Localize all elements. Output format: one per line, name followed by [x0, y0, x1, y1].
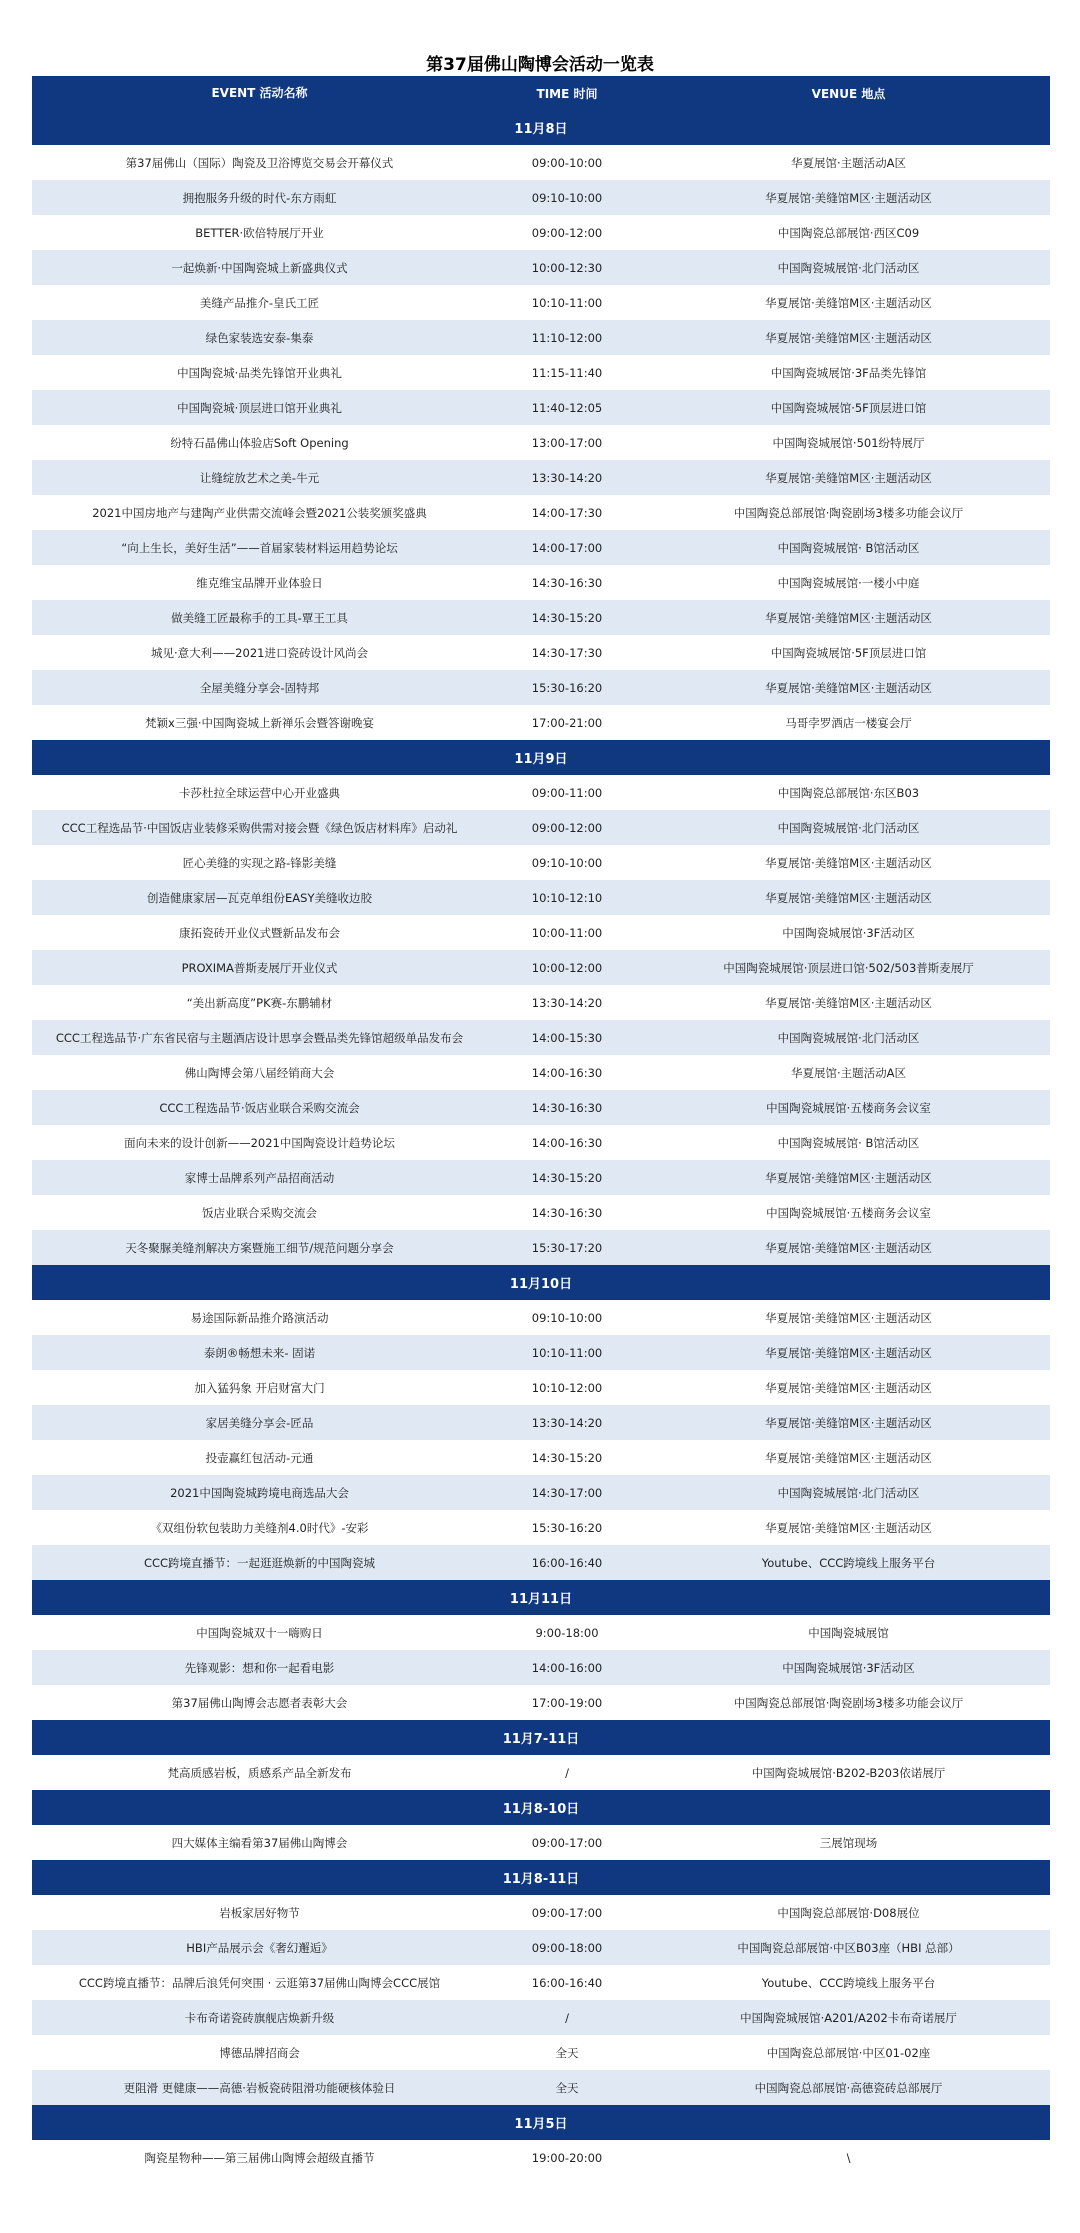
- time-cell: 14:00-16:30: [531, 1135, 603, 1150]
- venue-cell: 华夏展馆·美缝馆M区·主题活动区: [765, 1310, 932, 1325]
- venue-cell: 华夏展馆·美缝馆M区·主题活动区: [765, 995, 932, 1010]
- time-cell: 09:00-18:00: [531, 1940, 603, 1955]
- event-cell: 《双组份软包装助力美缝剂4.0时代》-安彩: [150, 1520, 369, 1535]
- event-cell: 维克维宝品牌开业体验日: [196, 575, 323, 590]
- time-cell: 11:40-12:05: [531, 400, 603, 415]
- event-cell: CCC工程选品节·中国饭店业装修采购供需对接会暨《绿色饭店材料库》启动礼: [61, 820, 458, 835]
- event-cell: 更阻滑 更健康——高德·岩板瓷砖阻滑功能硬核体验日: [123, 2080, 396, 2095]
- table-row: [32, 1125, 1050, 1160]
- table-row: [32, 1895, 1050, 1930]
- venue-cell: 中国陶瓷城展馆·5F顶层进口馆: [770, 400, 927, 415]
- table-row: [32, 915, 1050, 950]
- event-cell: CCC跨境直播节：一起逛逛焕新的中国陶瓷城: [143, 1555, 376, 1570]
- time-cell: 全天: [555, 2080, 579, 2095]
- venue-cell: 中国陶瓷城展馆·5F顶层进口馆: [770, 645, 927, 660]
- venue-cell: 华夏展馆·美缝馆M区·主题活动区: [765, 1415, 932, 1430]
- table-row: [32, 1405, 1050, 1440]
- table-row: [32, 1510, 1050, 1545]
- table-row: [32, 320, 1050, 355]
- event-cell: 四大媒体主编看第37届佛山陶博会: [171, 1835, 348, 1850]
- time-cell: 09:00-17:00: [531, 1905, 603, 1920]
- event-cell: 中国陶瓷城·顶层进口馆开业典礼: [177, 400, 342, 415]
- venue-cell: 华夏展馆·美缝馆M区·主题活动区: [765, 1170, 932, 1185]
- event-cell: 中国陶瓷城双十一嗨购日: [196, 1625, 323, 1640]
- header-venue: VENUE 地点: [811, 86, 886, 101]
- time-cell: 09:00-10:00: [531, 155, 603, 170]
- event-cell: HBI产品展示会《奢幻邂逅》: [186, 1940, 333, 1955]
- venue-cell: Youtube、CCC跨境线上服务平台: [761, 1975, 936, 1990]
- table-row: [32, 775, 1050, 810]
- time-cell: 17:00-21:00: [531, 715, 603, 730]
- event-cell: 做美缝工匠最称手的工具-覃王工具: [171, 610, 348, 625]
- table-row: [32, 670, 1050, 705]
- table-row: [32, 1300, 1050, 1335]
- event-cell: PROXIMA普斯麦展厅开业仪式: [181, 960, 338, 975]
- table-row: [32, 495, 1050, 530]
- table-row: [32, 1440, 1050, 1475]
- time-cell: 11:10-12:00: [531, 330, 603, 345]
- table-row: [32, 1755, 1050, 1790]
- venue-cell: 中国陶瓷城展馆·3F品类先锋馆: [770, 365, 927, 380]
- venue-cell: 华夏展馆·美缝馆M区·主题活动区: [765, 680, 932, 695]
- section-date: 11月10日: [32, 1265, 1050, 1300]
- event-cell: “美出新高度”PK赛-东鹏辅材: [186, 995, 333, 1010]
- venue-cell: 中国陶瓷城展馆·北门活动区: [777, 820, 920, 835]
- table-row: [32, 1020, 1050, 1055]
- header-time: TIME 时间: [536, 86, 598, 101]
- event-cell: 家博士品牌系列产品招商活动: [184, 1170, 335, 1185]
- table-row: [32, 390, 1050, 425]
- table-row: [32, 880, 1050, 915]
- time-cell: 15:30-16:20: [531, 680, 603, 695]
- table-row: [32, 705, 1050, 740]
- venue-cell: 中国陶瓷总部展馆·陶瓷剧场3楼多功能会议厅: [733, 1695, 964, 1710]
- venue-cell: 马哥孛罗酒店一楼宴会厅: [785, 715, 912, 730]
- event-cell: CCC跨境直播节：品牌后浪凭何突围 · 云逛第37届佛山陶博会CCC展馆: [78, 1975, 441, 1990]
- table-row: [32, 565, 1050, 600]
- time-cell: 10:00-12:00: [531, 960, 603, 975]
- time-cell: 16:00-16:40: [531, 1555, 603, 1570]
- venue-cell: 华夏展馆·美缝馆M区·主题活动区: [765, 330, 932, 345]
- section-date: 11月11日: [32, 1580, 1050, 1615]
- time-cell: 13:00-17:00: [531, 435, 603, 450]
- time-cell: 10:10-12:10: [531, 890, 603, 905]
- time-cell: 14:00-15:30: [531, 1030, 603, 1045]
- time-cell: 10:00-11:00: [531, 925, 603, 940]
- event-cell: 2021中国陶瓷城跨境电商选品大会: [170, 1485, 349, 1500]
- venue-cell: 中国陶瓷城展馆: [808, 1625, 889, 1640]
- section-date: 11月5日: [32, 2105, 1050, 2140]
- event-cell: 中国陶瓷城·品类先锋馆开业典礼: [177, 365, 342, 380]
- table-row: [32, 425, 1050, 460]
- table-row: [32, 530, 1050, 565]
- time-cell: 14:30-17:30: [531, 645, 603, 660]
- event-cell: 康拓瓷砖开业仪式暨新品发布会: [179, 925, 340, 940]
- venue-cell: 中国陶瓷城展馆·B202-B203依诺展厅: [751, 1765, 946, 1780]
- table-row: [32, 1230, 1050, 1265]
- venue-cell: 中国陶瓷城展馆·501纷特展厅: [772, 435, 925, 450]
- event-cell: 全屋美缝分享会-固特邦: [199, 680, 320, 695]
- time-cell: /: [565, 2010, 569, 2025]
- venue-cell: Youtube、CCC跨境线上服务平台: [761, 1555, 936, 1570]
- event-cell: 先锋观影：想和你一起看电影: [184, 1660, 335, 1675]
- time-cell: 13:30-14:20: [531, 995, 603, 1010]
- time-cell: 11:15-11:40: [531, 365, 603, 380]
- table-row: [32, 355, 1050, 390]
- event-cell: 让缝绽放艺术之美-牛元: [199, 470, 320, 485]
- table-row: [32, 600, 1050, 635]
- events-table: [32, 76, 1050, 2175]
- venue-cell: 中国陶瓷总部展馆·东区B03: [777, 785, 920, 800]
- venue-cell: 中国陶瓷城展馆·一楼小中庭: [777, 575, 920, 590]
- event-cell: CCC工程选品节·饭店业联合采购交流会: [159, 1100, 360, 1115]
- time-cell: 09:00-17:00: [531, 1835, 603, 1850]
- event-cell: 天冬聚脲美缝剂解决方案暨施工细节/规范问题分享会: [125, 1240, 394, 1255]
- event-cell: 家居美缝分享会-匠品: [205, 1415, 314, 1430]
- event-cell: 第37届佛山（国际）陶瓷及卫浴博览交易会开幕仪式: [125, 155, 394, 170]
- time-cell: 14:30-16:30: [531, 1205, 603, 1220]
- section-date: 11月8-11日: [32, 1860, 1050, 1895]
- time-cell: 15:30-16:20: [531, 1520, 603, 1535]
- venue-cell: 中国陶瓷总部展馆·西区C09: [777, 225, 920, 240]
- header-event: EVENT 活动名称: [211, 86, 308, 100]
- venue-cell: 中国陶瓷城展馆·北门活动区: [777, 1485, 920, 1500]
- table-row: [32, 1160, 1050, 1195]
- venue-cell: 华夏展馆·美缝馆M区·主题活动区: [765, 1345, 932, 1360]
- event-cell: 泰朗®畅想未来- 固诺: [203, 1345, 316, 1360]
- time-cell: /: [565, 1765, 569, 1780]
- event-cell: 绿色家装选安泰-集泰: [205, 330, 314, 345]
- event-cell: 美缝产品推介-皇氏工匠: [199, 295, 320, 310]
- table-row: [32, 1335, 1050, 1370]
- event-cell: 城见·意大利——2021进口瓷砖设计风尚会: [151, 645, 368, 660]
- event-cell: 加入猛犸象 开启财富大门: [194, 1380, 325, 1395]
- time-cell: 9:00-18:00: [535, 1625, 599, 1640]
- event-cell: 第37届佛山陶博会志愿者表彰大会: [171, 1695, 348, 1710]
- table-row: [32, 1930, 1050, 1965]
- time-cell: 17:00-19:00: [531, 1695, 603, 1710]
- table-row: [32, 1475, 1050, 1510]
- venue-cell: 华夏展馆·美缝馆M区·主题活动区: [765, 890, 932, 905]
- table-row: [32, 180, 1050, 215]
- table-row: [32, 2140, 1050, 2175]
- table-row: [32, 845, 1050, 880]
- venue-cell: 中国陶瓷城展馆· B馆活动区: [777, 1135, 920, 1150]
- venue-cell: 华夏展馆·美缝馆M区·主题活动区: [765, 855, 932, 870]
- table-row: [32, 1685, 1050, 1720]
- event-cell: 卡布奇诺瓷砖旗舰店焕新升级: [184, 2010, 335, 2025]
- venue-cell: 华夏展馆·美缝馆M区·主题活动区: [765, 295, 932, 310]
- event-cell: 易途国际新品推介路演活动: [190, 1310, 329, 1325]
- time-cell: 10:10-12:00: [531, 1380, 603, 1395]
- venue-cell: 中国陶瓷总部展馆·陶瓷剧场3楼多功能会议厅: [733, 505, 964, 520]
- event-cell: 岩板家居好物节: [219, 1905, 300, 1920]
- venue-cell: 华夏展馆·主题活动A区: [790, 1065, 907, 1080]
- event-cell: 匠心美缝的实现之路-锋影美缝: [182, 855, 337, 870]
- section-date: 11月7-11日: [32, 1720, 1050, 1755]
- time-cell: 13:30-14:20: [531, 470, 603, 485]
- time-cell: 09:00-12:00: [531, 225, 603, 240]
- table-row: [32, 285, 1050, 320]
- table-row: [32, 985, 1050, 1020]
- time-cell: 14:00-16:00: [531, 1660, 603, 1675]
- time-cell: 09:10-10:00: [531, 190, 603, 205]
- table-row: [32, 2035, 1050, 2070]
- venue-cell: 中国陶瓷城展馆·北门活动区: [777, 260, 920, 275]
- table-row: [32, 460, 1050, 495]
- venue-cell: 华夏展馆·美缝馆M区·主题活动区: [765, 610, 932, 625]
- time-cell: 14:30-16:30: [531, 575, 603, 590]
- event-cell: 饭店业联合采购交流会: [202, 1205, 317, 1220]
- event-cell: 博德品牌招商会: [219, 2045, 300, 2060]
- time-cell: 10:00-12:30: [531, 260, 603, 275]
- venue-cell: 华夏展馆·美缝馆M区·主题活动区: [765, 1240, 932, 1255]
- table-row: [32, 1650, 1050, 1685]
- table-row: [32, 2070, 1050, 2105]
- event-cell: 卡莎杜拉全球运营中心开业盛典: [179, 785, 340, 800]
- time-cell: 19:00-20:00: [531, 2150, 603, 2165]
- table-row: [32, 250, 1050, 285]
- time-cell: 14:30-15:20: [531, 1170, 603, 1185]
- section-date: 11月8-10日: [32, 1790, 1050, 1825]
- venue-cell: 三展馆现场: [819, 1835, 878, 1850]
- event-cell: 佛山陶博会第八届经销商大会: [184, 1065, 335, 1080]
- venue-cell: 华夏展馆·美缝馆M区·主题活动区: [765, 1450, 932, 1465]
- venue-cell: \: [846, 2150, 851, 2165]
- event-cell: 2021中国房地产与建陶产业供需交流峰会暨2021公装奖颁奖盛典: [92, 505, 427, 520]
- section-date: 11月9日: [32, 740, 1050, 775]
- table-row: [32, 1195, 1050, 1230]
- page-title: 第37届佛山陶博会活动一览表: [426, 55, 654, 75]
- time-cell: 13:30-14:20: [531, 1415, 603, 1430]
- table-header: [32, 76, 1050, 110]
- table-row: [32, 1545, 1050, 1580]
- time-cell: 14:30-16:30: [531, 1100, 603, 1115]
- table-row: [32, 1965, 1050, 2000]
- venue-cell: 中国陶瓷总部展馆·中区B03座（HBI 总部）: [737, 1940, 960, 1955]
- table-row: [32, 635, 1050, 670]
- time-cell: 09:00-11:00: [531, 785, 603, 800]
- event-cell: 投壶赢红包活动-元通: [205, 1450, 314, 1465]
- venue-cell: 中国陶瓷城展馆· B馆活动区: [777, 540, 920, 555]
- table-row: [32, 2000, 1050, 2035]
- time-cell: 10:10-11:00: [531, 1345, 603, 1360]
- venue-cell: 中国陶瓷城展馆·北门活动区: [777, 1030, 920, 1045]
- table-row: [32, 1615, 1050, 1650]
- venue-cell: 中国陶瓷城展馆·A201/A202卡布奇诺展厅: [740, 2010, 957, 2025]
- time-cell: 14:00-16:30: [531, 1065, 603, 1080]
- table-row: [32, 1090, 1050, 1125]
- table-row: [32, 1055, 1050, 1090]
- time-cell: 14:00-17:30: [531, 505, 603, 520]
- event-cell: CCC工程选品节·广东省民宿与主题酒店设计思享会暨品类先锋馆超级单品发布会: [55, 1030, 464, 1045]
- section-date: 11月8日: [32, 110, 1050, 145]
- venue-cell: 中国陶瓷城展馆·五楼商务会议室: [766, 1205, 931, 1220]
- venue-cell: 中国陶瓷总部展馆·高德瓷砖总部展厅: [754, 2080, 943, 2095]
- venue-cell: 中国陶瓷城展馆·顶层进口馆·502/503普斯麦展厅: [723, 960, 974, 975]
- time-cell: 09:10-10:00: [531, 1310, 603, 1325]
- venue-cell: 中国陶瓷总部展馆·D08展位: [777, 1905, 920, 1920]
- event-cell: “向上生长，美好生活”——首届家装材料运用趋势论坛: [121, 540, 398, 555]
- time-cell: 全天: [555, 2045, 579, 2060]
- event-cell: 梵颖x三强·中国陶瓷城上新禅乐会暨答谢晚宴: [145, 715, 374, 730]
- venue-cell: 华夏展馆·主题活动A区: [790, 155, 907, 170]
- event-cell: 创造健康家居—瓦克单组份EASY美缝收边胶: [147, 890, 372, 905]
- event-cell: 拥抱服务升级的时代-东方雨虹: [182, 190, 337, 205]
- time-cell: 14:30-17:00: [531, 1485, 603, 1500]
- time-cell: 09:10-10:00: [531, 855, 603, 870]
- venue-cell: 华夏展馆·美缝馆M区·主题活动区: [765, 190, 932, 205]
- event-cell: 纷特石晶佛山体验店Soft Opening: [170, 435, 349, 450]
- event-cell: 梵高质感岩板，质感系产品全新发布: [167, 1765, 352, 1780]
- venue-cell: 华夏展馆·美缝馆M区·主题活动区: [765, 1380, 932, 1395]
- time-cell: 09:00-12:00: [531, 820, 603, 835]
- venue-cell: 中国陶瓷总部展馆·中区01-02座: [766, 2045, 931, 2060]
- time-cell: 16:00-16:40: [531, 1975, 603, 1990]
- table-row: [32, 145, 1050, 180]
- table-row: [32, 810, 1050, 845]
- time-cell: 14:00-17:00: [531, 540, 603, 555]
- event-cell: 一起焕新·中国陶瓷城上新盛典仪式: [171, 260, 348, 275]
- time-cell: 15:30-17:20: [531, 1240, 603, 1255]
- venue-cell: 中国陶瓷城展馆·3F活动区: [782, 1660, 915, 1675]
- time-cell: 14:30-15:20: [531, 1450, 603, 1465]
- table-row: [32, 215, 1050, 250]
- venue-cell: 中国陶瓷城展馆·五楼商务会议室: [766, 1100, 931, 1115]
- time-cell: 14:30-15:20: [531, 610, 603, 625]
- event-cell: BETTER·欧倍特展厅开业: [195, 225, 324, 240]
- table-row: [32, 950, 1050, 985]
- time-cell: 10:10-11:00: [531, 295, 603, 310]
- venue-cell: 中国陶瓷城展馆·3F活动区: [782, 925, 915, 940]
- venue-cell: 华夏展馆·美缝馆M区·主题活动区: [765, 1520, 932, 1535]
- event-cell: 面向未来的设计创新——2021中国陶瓷设计趋势论坛: [124, 1135, 395, 1150]
- venue-cell: 华夏展馆·美缝馆M区·主题活动区: [765, 470, 932, 485]
- table-row: [32, 1370, 1050, 1405]
- table-row: [32, 1825, 1050, 1860]
- event-cell: 陶瓷星物种——第三届佛山陶博会超级直播节: [144, 2150, 375, 2165]
